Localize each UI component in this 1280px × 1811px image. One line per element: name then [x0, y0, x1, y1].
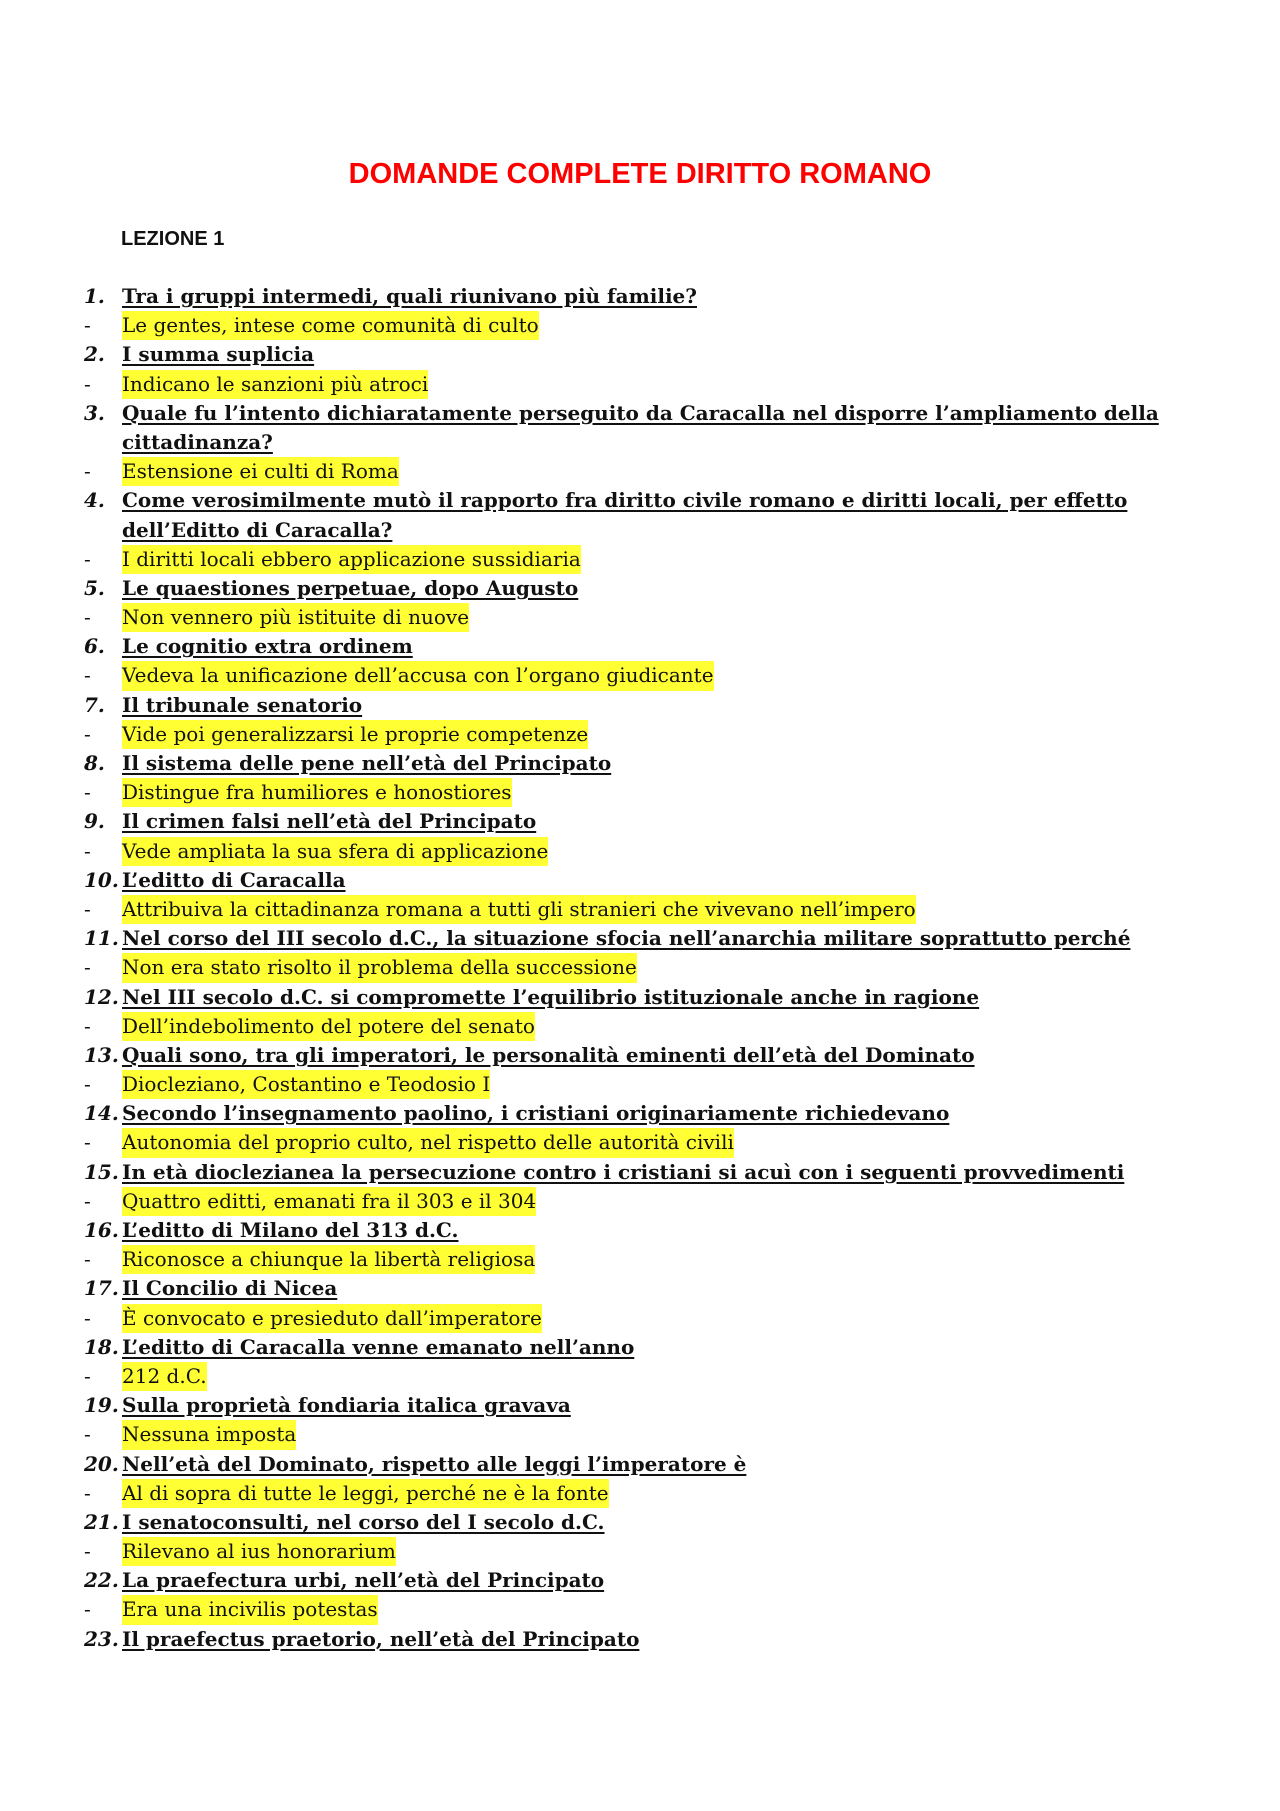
question-line: [84, 1450, 1194, 1479]
question-number: 8.: [84, 751, 105, 775]
answer-bullet: -: [84, 896, 91, 921]
question-line: [84, 691, 1194, 720]
question-text: I summa suplicia: [122, 342, 315, 367]
question-number: 17.: [84, 1276, 119, 1301]
question-line: [84, 340, 1194, 369]
answer-line: [84, 720, 1194, 749]
question-number: 22.: [84, 1568, 119, 1593]
answer-bullet: -: [84, 1363, 91, 1388]
question-number: 1.: [84, 284, 105, 308]
answer-line: [84, 1595, 1194, 1624]
question-text: Le cognitio extra ordinem: [122, 634, 413, 659]
answer-line: [84, 1187, 1194, 1216]
answer-text: Estensione ei culti di Roma: [122, 457, 399, 486]
question-number: 5.: [84, 575, 105, 600]
answer-line: [84, 603, 1194, 632]
answer-text: Indicano le sanzioni più atroci: [122, 370, 428, 399]
answer-bullet: -: [84, 1422, 91, 1447]
answer-bullet: -: [84, 546, 91, 571]
question-number: 6.: [84, 634, 105, 659]
question-line: [84, 983, 1194, 1012]
question-number: 9.: [84, 809, 105, 834]
answer-text: Non era stato risolto il problema della successione: [122, 953, 637, 982]
question-answer-list: [84, 282, 1194, 1654]
answer-bullet: -: [84, 1013, 91, 1038]
answer-line: [84, 370, 1194, 399]
answer-bullet: -: [84, 955, 91, 980]
question-text: Sulla proprietà fondiaria italica gravava: [122, 1393, 571, 1418]
answer-text: Vide poi generalizzarsi le proprie competenze: [122, 720, 588, 749]
question-number: 14.: [84, 1101, 119, 1126]
answer-line: [84, 311, 1194, 340]
question-line: [84, 1508, 1194, 1537]
question-text: Il Concilio di Nicea: [122, 1276, 338, 1301]
question-line: [84, 632, 1194, 661]
answer-text: Vede ampliata la sua sfera di applicazione: [122, 837, 548, 866]
question-text: Il crimen falsi nell’età del Principato: [122, 809, 537, 834]
answer-text: Le gentes, intese come comunità di culto: [122, 311, 539, 340]
question-text: Quali sono, tra gli imperatori, le personalità eminenti dell’età del Dominato: [122, 1042, 975, 1067]
answer-line: [84, 953, 1194, 982]
answer-text: Era una incivilis potestas: [122, 1595, 378, 1624]
answer-text: Diocleziano, Costantino e Teodosio I: [122, 1070, 490, 1099]
question-line: [84, 1274, 1194, 1303]
question-text: Il tribunale senatorio: [122, 692, 363, 717]
answer-line: [84, 1479, 1194, 1508]
question-line: [84, 749, 1194, 778]
question-number: 12.: [84, 984, 119, 1009]
answer-bullet: -: [84, 838, 91, 863]
answer-bullet: -: [84, 1480, 91, 1505]
question-line: [84, 1566, 1194, 1595]
question-line: [84, 399, 1194, 428]
question-line: [84, 1333, 1194, 1362]
answer-text: Riconosce a chiunque la libertà religiosa: [122, 1245, 535, 1274]
question-text: La praefectura urbi, nell’età del Principato: [122, 1568, 605, 1593]
question-line: [84, 924, 1194, 953]
question-number: 19.: [84, 1393, 119, 1418]
question-line: [84, 866, 1194, 895]
answer-text: Quattro editti, emanati fra il 303 e il 304: [122, 1187, 536, 1216]
answer-text: Autonomia del proprio culto, nel rispetto delle autorità civili: [122, 1128, 734, 1157]
answer-line: [84, 545, 1194, 574]
answer-text: Vedeva la unificazione dell’accusa con l’organo giudicante: [122, 661, 714, 690]
answer-line: [84, 457, 1194, 486]
answer-text: 212 d.C.: [122, 1362, 207, 1391]
answer-line: [84, 1245, 1194, 1274]
question-line: [84, 807, 1194, 836]
question-text: Tra i gruppi intermedi, quali riunivano più familie?: [122, 284, 697, 308]
question-text: Nell’età del Dominato, rispetto alle leggi l’imperatore è: [122, 1451, 747, 1476]
question-number: 11.: [84, 926, 119, 951]
question-line: [84, 1216, 1194, 1245]
answer-text: Non vennero più istituite di nuove: [122, 603, 469, 632]
question-text: Il sistema delle pene nell’età del Principato: [122, 751, 612, 775]
question-text: dell’Editto di Caracalla?: [122, 517, 393, 542]
question-text: Il praefectus praetorio, nell’età del Principato: [122, 1626, 640, 1651]
answer-line: [84, 1420, 1194, 1449]
question-text: cittadinanza?: [122, 429, 273, 454]
question-number: 16.: [84, 1218, 119, 1242]
question-number: 13.: [84, 1042, 119, 1067]
question-line: [84, 516, 1194, 545]
question-text: Secondo l’insegnamento paolino, i cristiani originariamente richiedevano: [122, 1101, 950, 1126]
answer-bullet: -: [84, 313, 91, 338]
question-line: [84, 428, 1194, 457]
answer-bullet: -: [84, 1539, 91, 1564]
section-heading: LEZIONE 1: [121, 228, 225, 250]
answer-text: Al di sopra di tutte le leggi, perché ne è la fonte: [122, 1479, 609, 1508]
question-number: 10.: [84, 867, 119, 892]
answer-bullet: -: [84, 1072, 91, 1097]
answer-line: [84, 778, 1194, 807]
answer-line: [84, 1012, 1194, 1041]
question-number: 20.: [84, 1451, 119, 1476]
question-line: [84, 1099, 1194, 1128]
answer-text: Nessuna imposta: [122, 1420, 296, 1449]
question-text: Nel III secolo d.C. si compromette l’equilibrio istituzionale anche in ragione: [122, 984, 980, 1009]
question-number: 2.: [84, 342, 105, 367]
answer-line: [84, 661, 1194, 690]
answer-text: Dell’indebolimento del potere del senato: [122, 1012, 535, 1041]
question-text: L’editto di Caracalla: [122, 867, 346, 892]
question-number: 7.: [84, 692, 105, 717]
question-number: 4.: [84, 488, 105, 513]
question-line: [84, 1625, 1194, 1654]
question-text: L’editto di Caracalla venne emanato nell’anno: [122, 1334, 635, 1359]
answer-bullet: -: [84, 371, 91, 396]
question-line: [84, 486, 1194, 515]
question-line: [84, 1391, 1194, 1420]
question-number: 23.: [84, 1626, 119, 1651]
question-line: [84, 574, 1194, 603]
question-number: 21.: [84, 1509, 119, 1534]
answer-text: È convocato e presieduto dall’imperatore: [122, 1304, 542, 1333]
answer-bullet: -: [84, 1597, 91, 1622]
answer-line: [84, 1362, 1194, 1391]
question-text: Le quaestiones perpetuae, dopo Augusto: [122, 575, 579, 600]
answer-text: Attribuiva la cittadinanza romana a tutti gli stranieri che vivevano nell’impero: [122, 895, 916, 924]
question-number: 18.: [84, 1334, 119, 1359]
question-line: [84, 1158, 1194, 1187]
question-text: Nel corso del III secolo d.C., la situazione sfocia nell’anarchia militare soprattutto perché: [122, 926, 1131, 951]
question-text: Come verosimilmente mutò il rapporto fra diritto civile romano e diritti locali, per effetto: [122, 488, 1128, 513]
question-text: I senatoconsulti, nel corso del I secolo d.C.: [122, 1509, 605, 1534]
answer-line: [84, 895, 1194, 924]
question-line: [84, 1041, 1194, 1070]
question-number: 3.: [84, 400, 105, 425]
document-title: DOMANDE COMPLETE DIRITTO ROMANO: [348, 158, 932, 190]
answer-line: [84, 1070, 1194, 1099]
answer-text: Distingue fra humiliores e honostiores: [122, 778, 512, 807]
answer-bullet: -: [84, 1188, 91, 1213]
answer-line: [84, 1128, 1194, 1157]
question-line: [84, 282, 1194, 311]
answer-text: Rilevano al ius honorarium: [122, 1537, 396, 1566]
answer-bullet: -: [84, 663, 91, 688]
question-text: L’editto di Milano del 313 d.C.: [122, 1218, 459, 1242]
answer-bullet: -: [84, 1305, 91, 1330]
question-text: Quale fu l’intento dichiaratamente perseguito da Caracalla nel disporre l’ampliamento della: [122, 400, 1159, 425]
answer-bullet: -: [84, 1247, 91, 1272]
question-text: In età dioclezianea la persecuzione contro i cristiani si acuì con i seguenti provvedimenti: [122, 1159, 1125, 1184]
answer-text: I diritti locali ebbero applicazione sussidiaria: [122, 545, 581, 574]
answer-line: [84, 837, 1194, 866]
question-number: 15.: [84, 1159, 119, 1184]
answer-bullet: -: [84, 605, 91, 630]
answer-bullet: -: [84, 721, 91, 746]
answer-bullet: -: [84, 459, 91, 484]
answer-bullet: -: [84, 1130, 91, 1155]
answer-line: [84, 1537, 1194, 1566]
answer-bullet: -: [84, 780, 91, 805]
answer-line: [84, 1304, 1194, 1333]
